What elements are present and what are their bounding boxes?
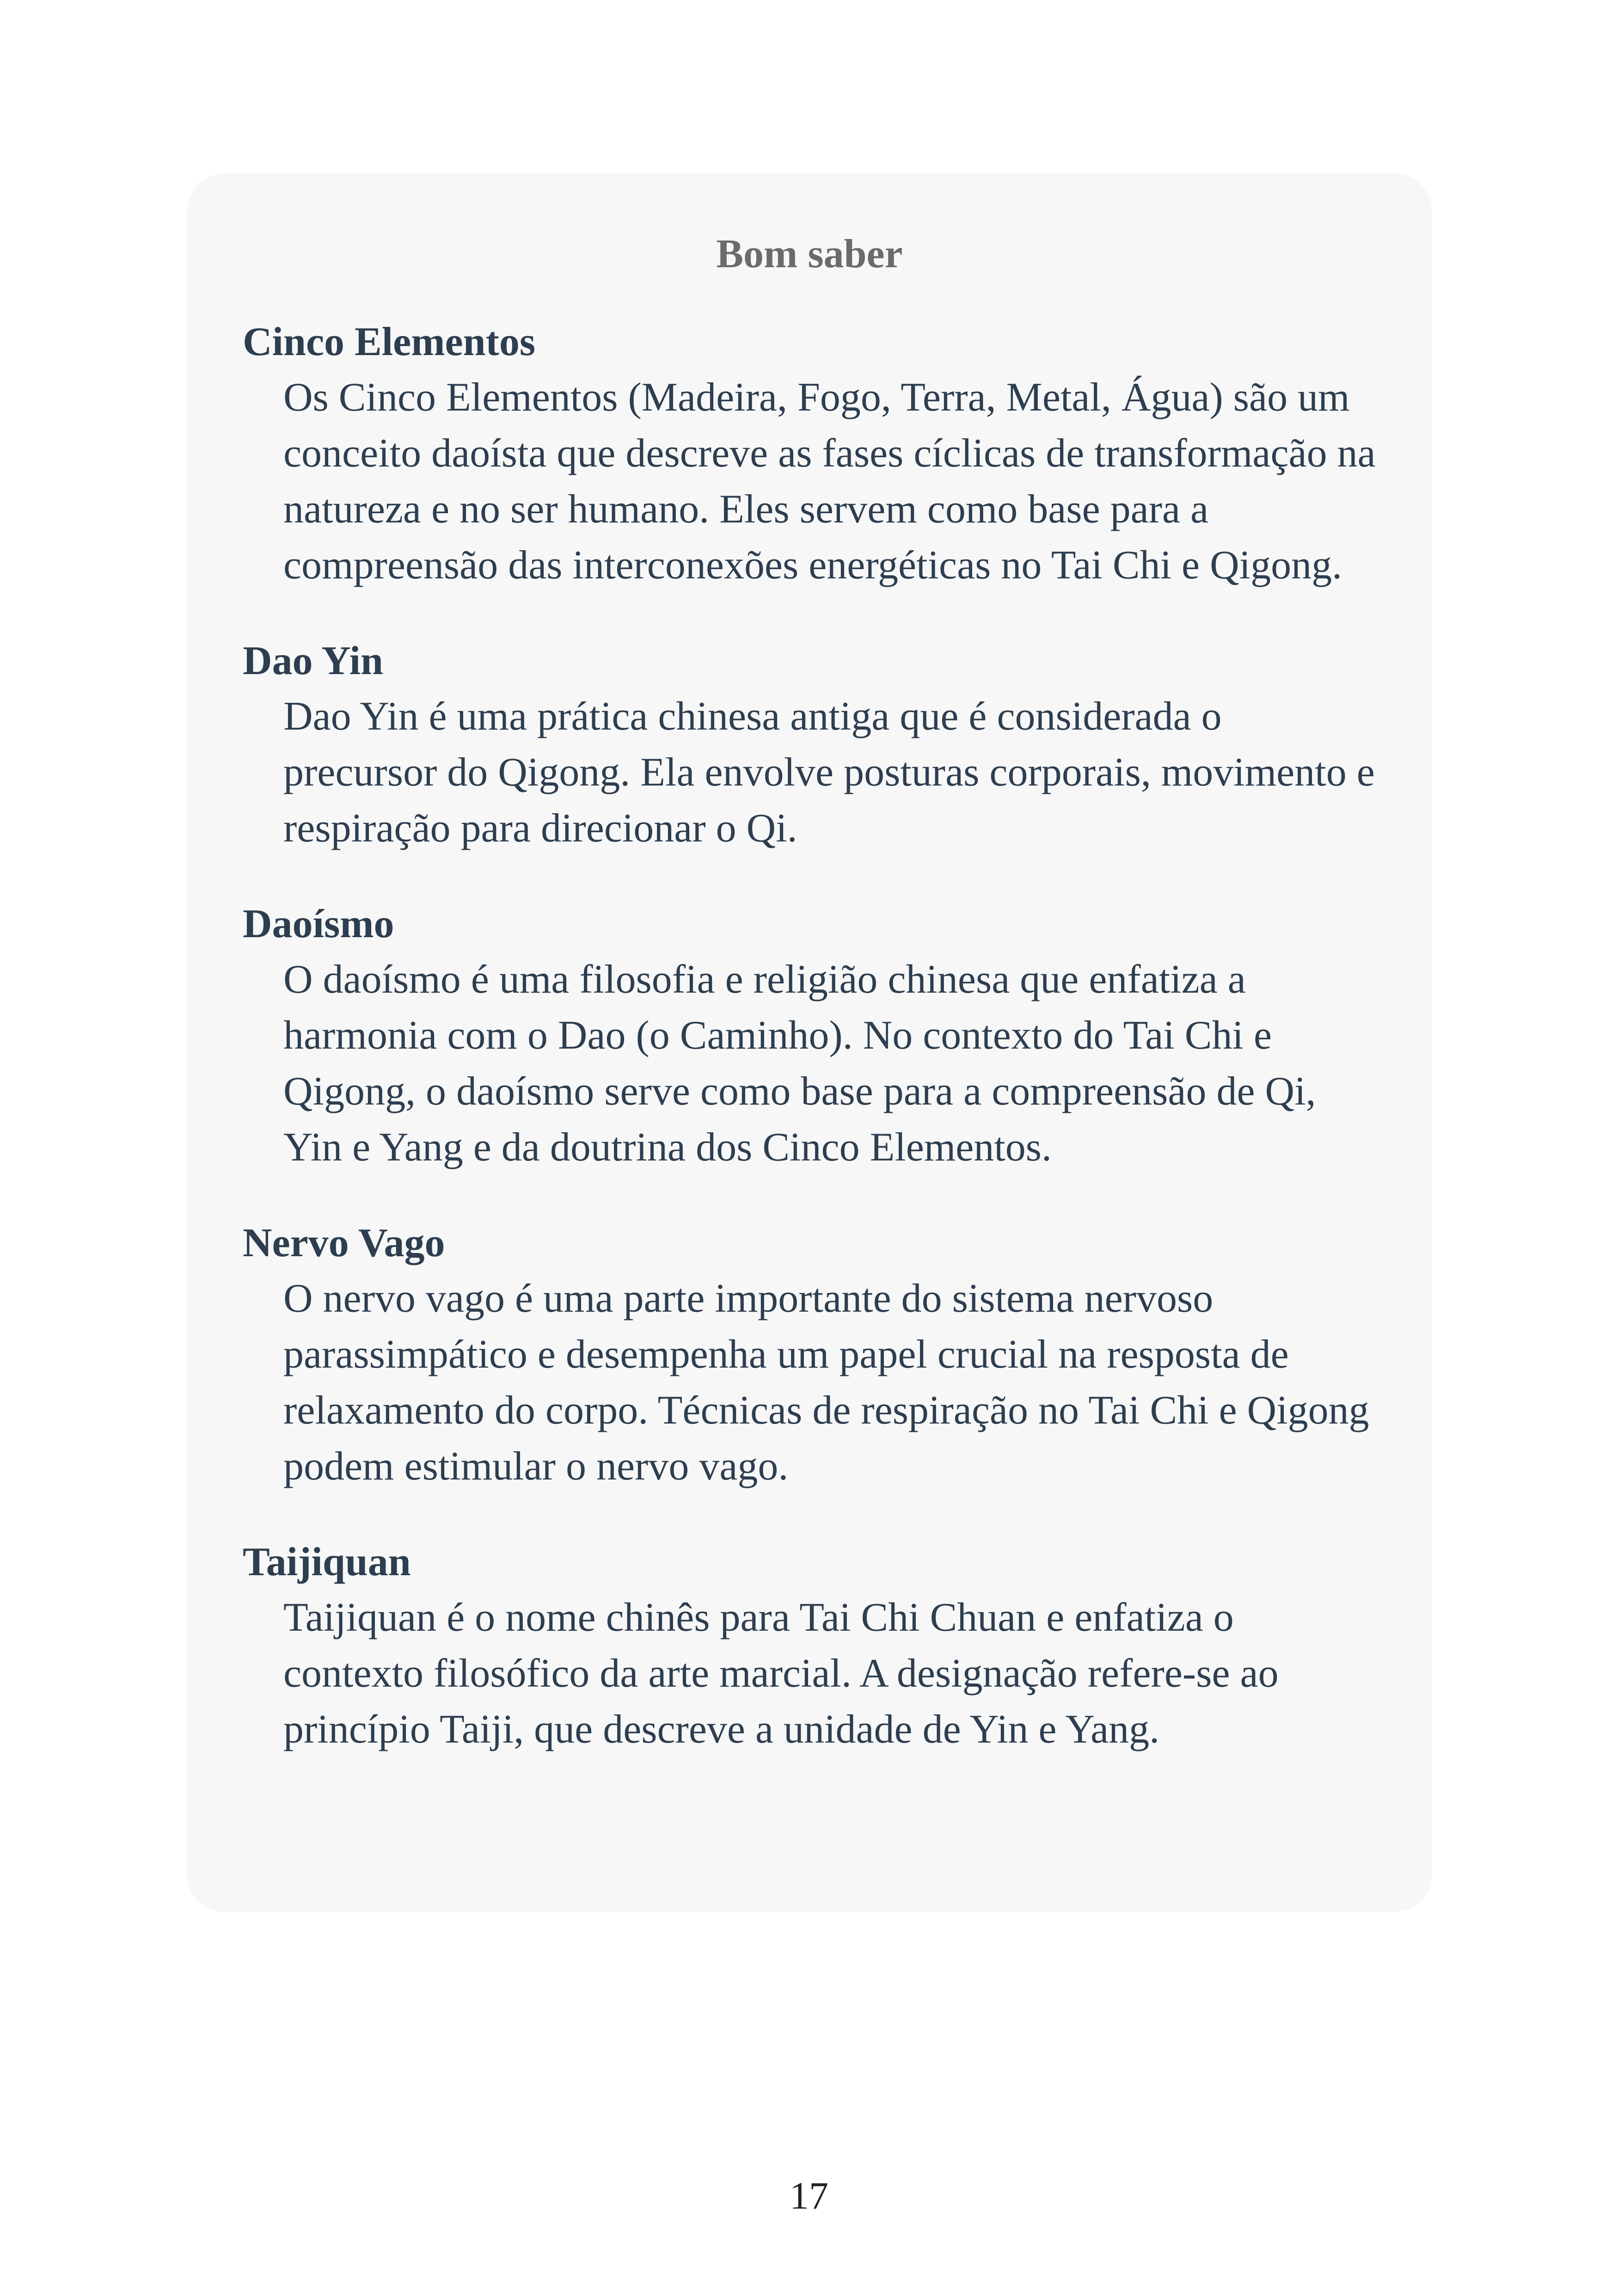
- glossary-entry-taijiquan: [243, 1537, 1376, 1757]
- glossary-term: Cinco Elementos: [243, 319, 536, 364]
- glossary-term: Daoísmo: [243, 902, 394, 946]
- glossary-definition: O daoísmo é uma filosofia e religião chinesa que enfatiza a harmonia com o Dao (o Caminho). No contexto do Tai Chi e Qigong, o daoísmo serve como base para a compreensão de Qi, Yin e Yang e da doutrina dos Cinco Elementos.: [283, 957, 1316, 1170]
- glossary-definition: O nervo vago é uma parte importante do sistema nervoso parassimpático e desempenha um papel crucial na resposta de relaxamento do corpo. Técnicas de respiração no Tai Chi e Qigong podem estimular o nervo vago.: [283, 1276, 1369, 1489]
- glossary-entry-cinco-elementos: [243, 317, 1376, 593]
- glossary-entry-daoismo: [243, 899, 1376, 1175]
- page-number: 17: [790, 2174, 828, 2217]
- glossary-definition: Dao Yin é uma prática chinesa antiga que é considerada o precursor do Qigong. Ela envolve posturas corporais, movimento e respiração para direcionar o Qi.: [283, 694, 1375, 851]
- info-box-title: Bom saber: [716, 232, 903, 276]
- glossary-term: Dao Yin: [243, 638, 383, 683]
- glossary-definition: Taijiquan é o nome chinês para Tai Chi Chuan e enfatiza o contexto filosófico da arte marcial. A designação refere-se ao princípio Taiji, que descreve a unidade de Yin e Yang.: [283, 1595, 1279, 1752]
- glossary-entry-nervo-vago: [243, 1218, 1376, 1494]
- glossary-term: Taijiquan: [243, 1540, 411, 1584]
- glossary-definition: Os Cinco Elementos (Madeira, Fogo, Terra, Metal, Água) são um conceito daoísta que descreve as fases cíclicas de transformação na natureza e no ser humano. Eles servem como base para a compreensão das interconexões energéticas no Tai Chi e Qigong.: [283, 375, 1376, 588]
- glossary-entry-dao-yin: [243, 636, 1376, 856]
- info-box: [187, 173, 1432, 1912]
- glossary-term: Nervo Vago: [243, 1221, 445, 1265]
